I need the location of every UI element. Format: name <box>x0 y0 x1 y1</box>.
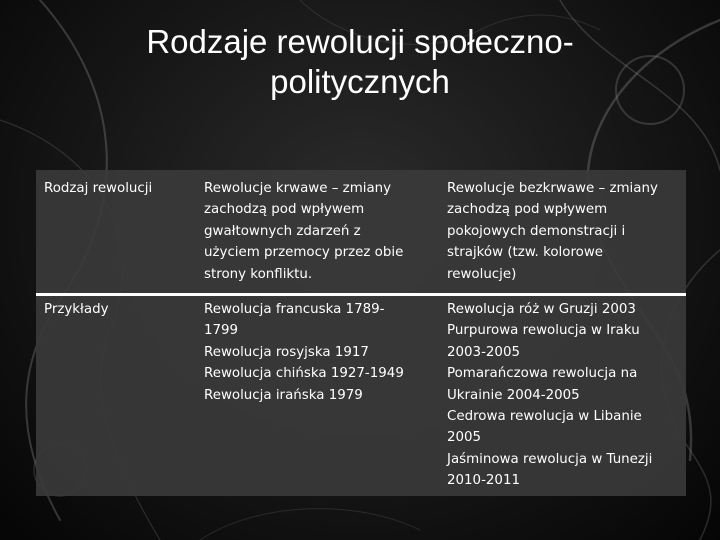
cell-line: użyciem przemocy przez obie <box>204 245 404 261</box>
slide-title <box>60 22 660 102</box>
slide-title-line-2: politycznych <box>270 63 450 100</box>
cell-line: Rewolucje krwawe – zmiany <box>204 181 392 196</box>
revolutions-table-container <box>36 170 686 496</box>
cell-line: 2010-2011 <box>447 473 520 489</box>
cell-line: Ukrainie 2004-2005 <box>447 387 580 403</box>
cell-line: strony konfliktu. <box>204 266 313 282</box>
table-row-revolution-type <box>36 170 686 295</box>
cell-line: strajków (tzw. kolorowe <box>447 245 604 261</box>
cell-line: Jaśminowa rewolucja w Tunezji <box>447 451 653 467</box>
cell-line: Rewolucje bezkrwawe – zmiany <box>447 181 658 196</box>
cell-line: pokojowych demonstracji i <box>447 223 626 239</box>
cell-line: Rewolucja irańska 1979 <box>204 387 363 403</box>
row-header-text: Rodzaj rewolucji <box>44 181 153 196</box>
cell-line: 2003-2005 <box>447 344 520 360</box>
cell-bloodless-examples <box>439 295 686 496</box>
cell-line: Cedrowa rewolucja w Libanie <box>447 409 642 425</box>
cell-bloody-examples <box>196 295 439 496</box>
cell-line: Pomarańczowa rewolucja na <box>447 366 638 382</box>
revolutions-table <box>36 170 686 496</box>
cell-line: rewolucje) <box>447 266 517 282</box>
cell-line: Purpurowa rewolucja w Iraku <box>447 323 640 339</box>
cell-line: zachodzą pod wpływem <box>447 202 608 218</box>
cell-bloodless-revolutions <box>439 170 686 295</box>
cell-line: zachodzą pod wpływem <box>204 202 365 218</box>
cell-line: Rewolucja róż w Gruzji 2003 <box>447 302 636 317</box>
cell-line: gwałtownych zdarzeń z <box>204 223 361 239</box>
slide-title-line-1: Rodzaje rewolucji społeczno- <box>146 23 574 60</box>
cell-line: Rewolucja francuska 1789- <box>204 302 385 317</box>
row-header-examples <box>36 295 196 496</box>
swirl-bottom-1 <box>200 509 420 540</box>
cell-line: 1799 <box>204 323 239 339</box>
row-header-revolution-type <box>36 170 196 295</box>
cell-line: Rewolucja chińska 1927-1949 <box>204 366 404 382</box>
cell-line: 2005 <box>447 430 482 446</box>
table-row-examples <box>36 295 686 496</box>
row-header-text: Przykłady <box>44 302 109 317</box>
cell-line: Rewolucja rosyjska 1917 <box>204 344 369 360</box>
cell-bloody-revolutions <box>196 170 439 295</box>
